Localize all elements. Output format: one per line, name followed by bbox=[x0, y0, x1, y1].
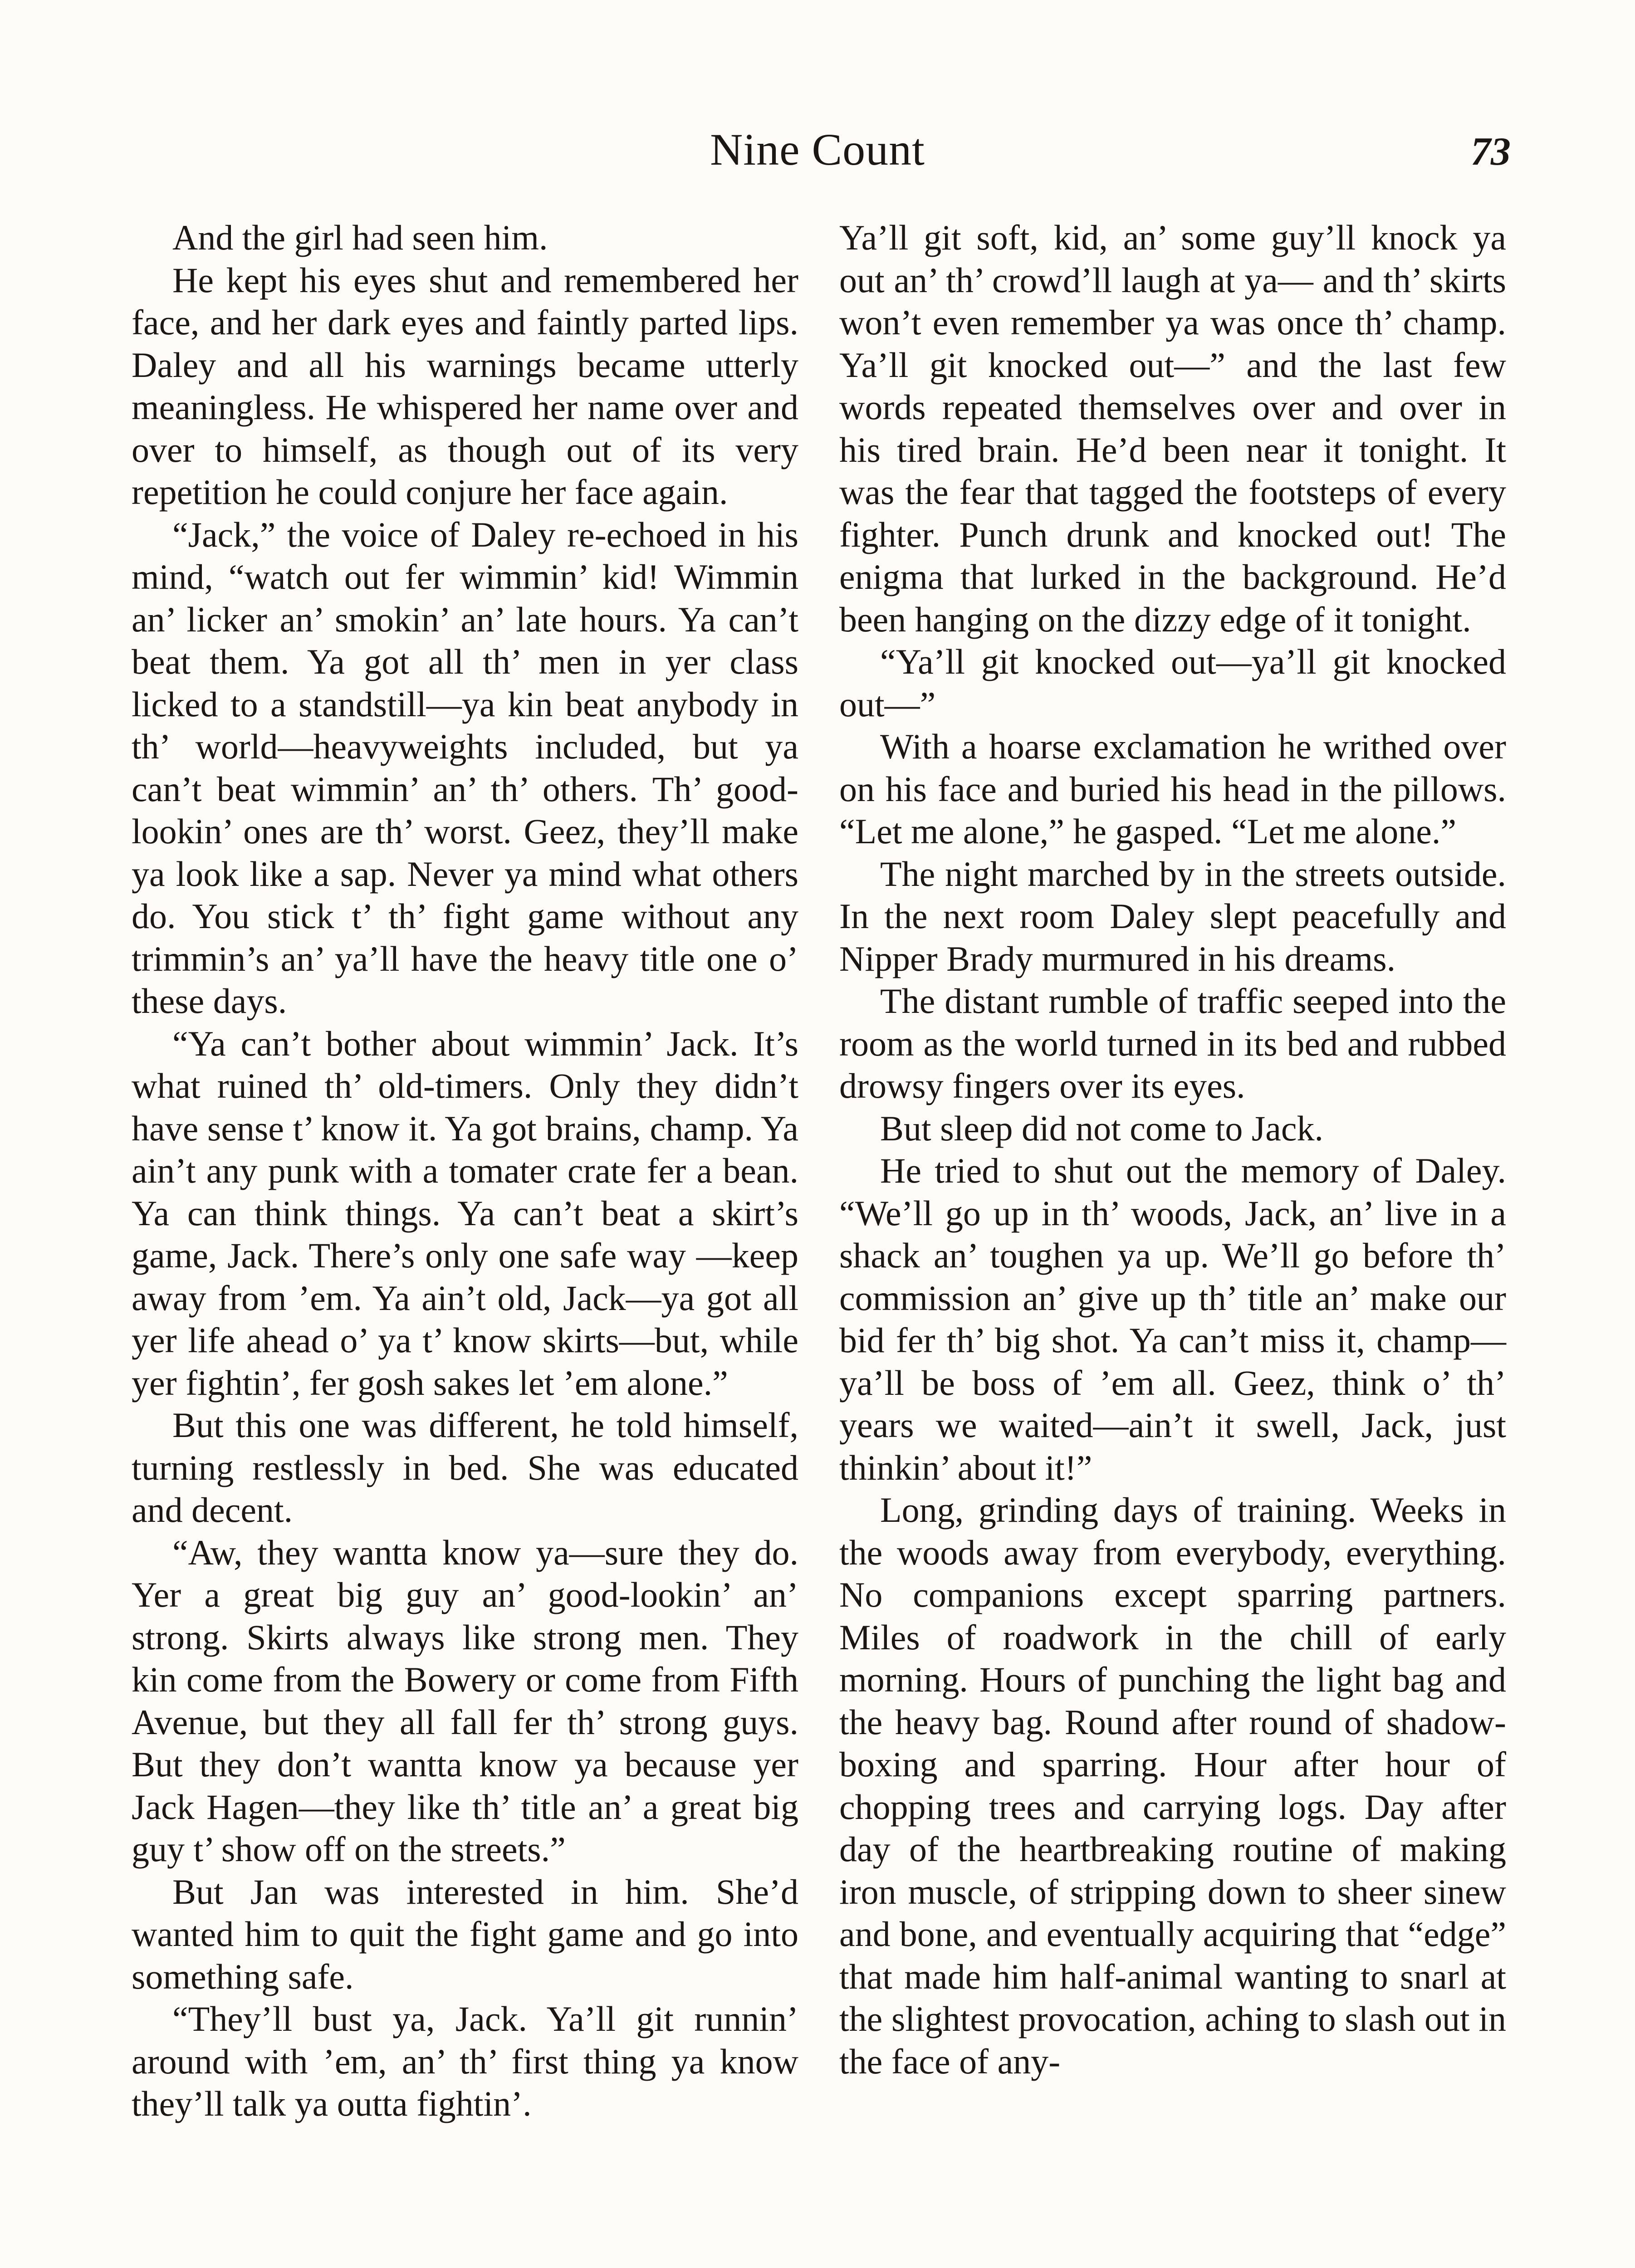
left-text-column bbox=[132, 216, 798, 2125]
chapter-title: Nine Count bbox=[710, 124, 925, 175]
paragraph: But this one was different, he told himself, turning restlessly in bed. She was educated and decent. bbox=[132, 1405, 798, 1530]
paragraph: With a hoarse exclamation he writhed over on his face and buried his head in the pillows. “Let me alone,” he gasped. “Let me alone.” bbox=[839, 727, 1506, 851]
paragraph: But Jan was interested in him. She’d wanted him to quit the fight game and go into something safe. bbox=[132, 1872, 798, 1996]
paragraph: He tried to shut out the memory of Daley. “We’ll go up in th’ woods, Jack, an’ live in a shack an’ toughen ya up. We’ll go before th’ commission an’ give up th’ title an’ make our bid fer th’ big shot. Ya can’t miss it, champ— ya’ll be boss of ’em all. Geez, think o’ th’ years we waited—ain’t it swell, Jack, just thinkin’ about it!” bbox=[839, 1151, 1506, 1487]
paragraph: Ya’ll git soft, kid, an’ some guy’ll knock ya out an’ th’ crowd’ll laugh at ya— and th’ skirts won’t even remember ya was once th’ champ. Ya’ll git knocked out—” and the last few words repeated themselves over and over in his tired brain. He’d been near it tonight. It was the fear that tagged the footsteps of every fighter. Punch drunk and knocked out! The enigma that lurked in the background. He’d been hanging on the dizzy edge of it tonight. bbox=[839, 218, 1506, 639]
paragraph: Long, grinding days of training. Weeks in the woods away from everybody, everything. No companions except sparring partners. Miles of roadwork in the chill of early morning. Hours of punching the light bag and the heavy bag. Round after round of shadow-boxing and sparring. Hour after hour of chopping trees and carrying logs. Day after day of the heartbreaking routine of making iron muscle, of stripping down to sheer sinew and bone, and eventually acquiring that “edge” that made him half-animal wanting to snarl at the slightest provocation, aching to slash out in the face of any- bbox=[839, 1490, 1506, 2081]
paragraph: “Jack,” the voice of Daley re-echoed in his mind, “watch out fer wimmin’ kid! Wimmin an’ licker an’ smokin’ an’ late hours. Ya can’t beat them. Ya got all th’ men in yer class licked to a standstill—ya kin beat anybody in th’ world—heavyweights included, but ya can’t beat wimmin’ an’ th’ others. Th’ good-lookin’ ones are th’ worst. Geez, they’ll make ya look like a sap. Never ya mind what others do. You stick t’ th’ fight game without any trimmin’s an’ ya’ll have the heavy title one o’ these days. bbox=[132, 514, 798, 1021]
paragraph: But sleep did not come to Jack. bbox=[880, 1108, 1323, 1148]
paragraph: The night marched by in the streets outside. In the next room Daley slept peacefully and Nipper Brady murmured in his dreams. bbox=[839, 854, 1506, 978]
paragraph: The distant rumble of traffic seeped into the room as the world turned in its bed and rubbed drowsy fingers over its eyes. bbox=[839, 981, 1506, 1105]
paragraph: He kept his eyes shut and remembered her face, and her dark eyes and faintly parted lips. Daley and all his warnings became utterly meaningless. He whispered her name over and over to himself, as though out of its very repetition he could conjure her face again. bbox=[132, 260, 798, 512]
paragraph: “They’ll bust ya, Jack. Ya’ll git runnin’ around with ’em, an’ th’ first thing ya know they’ll talk ya outta fightin’. bbox=[132, 1999, 798, 2123]
page-number: 73 bbox=[1471, 130, 1511, 174]
paragraph: “Aw, they wantta know ya—sure they do. Yer a great big guy an’ good-lookin’ an’ strong. Skirts always like strong men. They kin come from the Bowery or come from Fifth Avenue, but they all fall fer th’ strong guys. But they don’t wantta know ya because yer Jack Hagen—they like th’ title an’ a great big guy t’ show off on the streets.” bbox=[132, 1532, 798, 1869]
right-text-column bbox=[839, 216, 1506, 2082]
paragraph: And the girl had seen him. bbox=[172, 218, 548, 257]
paragraph: “Ya’ll git knocked out—ya’ll git knocked out—” bbox=[839, 642, 1506, 724]
paragraph: “Ya can’t bother about wimmin’ Jack. It’s what ruined th’ old-timers. Only they didn’t have sense t’ know it. Ya got brains, champ. Ya ain’t any punk with a tomater crate fer a bean. Ya can think things. Ya can’t beat a skirt’s game, Jack. There’s only one safe way —keep away from ’em. Ya ain’t old, Jack—ya got all yer life ahead o’ ya t’ know skirts—but, while yer fightin’, fer gosh sakes let ’em alone.” bbox=[132, 1023, 798, 1403]
